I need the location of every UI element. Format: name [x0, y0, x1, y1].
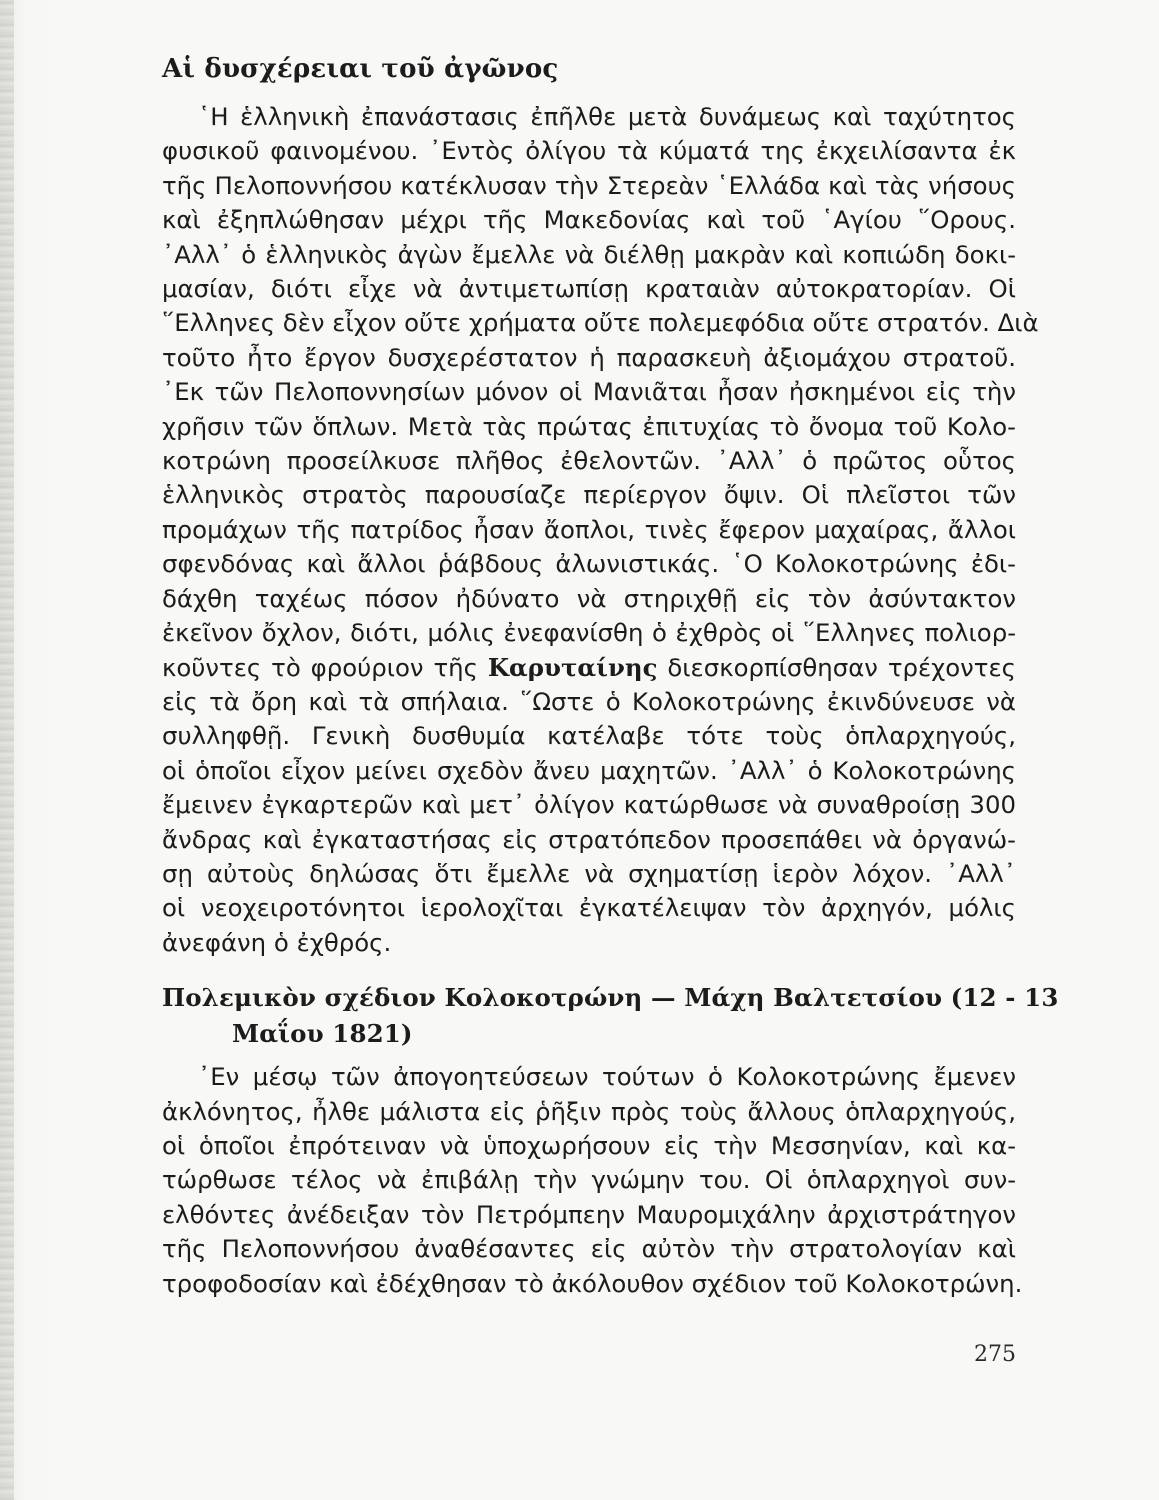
text-line: οἱ ὁποῖοι εἶχον μείνει σχεδὸν ἄνευ μαχητῶν. ᾿Αλλ᾿ ὁ Κολοκοτρώνης — [162, 755, 1016, 785]
text-fragment: διεσκορπίσθησαν τρέχοντες — [667, 652, 1016, 682]
text-line: χρῆσιν τῶν ὅπλων. Μετὰ τὰς πρώτας ἐπιτυχίας τὸ ὄνομα τοῦ Κολο- — [162, 411, 1016, 441]
text-line: ᾿Εν μέσῳ τῶν ἀπογοητεύσεων τούτων ὁ Κολοκοτρώνης ἔμενεν — [198, 1062, 1016, 1092]
text-line-with-bold — [162, 651, 1016, 685]
text-line: ἀκλόνητος, ἦλθε μάλιστα εἰς ῥῆξιν πρὸς τοὺς ἄλλους ὁπλαρχηγούς, — [162, 1096, 1016, 1126]
text-line: μασίαν, διότι εἶχε νὰ ἀντιμετωπίσῃ κραταιὰν αὐτοκρατορίαν. Οἱ — [162, 274, 1016, 304]
text-line: προμάχων τῆς πατρίδος ἦσαν ἄοπλοι, τινὲς ἔφερον μαχαίρας, ἄλλοι — [162, 514, 1016, 544]
text-line: τοῦτο ἦτο ἔργον δυσχερέστατον ἡ παρασκευὴ ἀξιομάχου στρατοῦ. — [162, 342, 1016, 372]
page-number: 275 — [974, 1342, 1016, 1367]
text-line: ἄνδρας καὶ ἐγκαταστήσας εἰς στρατόπεδον προσεπάθει νὰ ὀργανώ- — [162, 824, 1016, 854]
text-line: ἔμεινεν ἐγκαρτερῶν καὶ μετ᾿ ὀλίγον κατώρθωσε νὰ συναθροίσῃ 300 — [162, 790, 1016, 820]
text-fragment: κοῦντες τὸ φρούριον τῆς — [162, 652, 478, 682]
text-line: τῆς Πελοποννήσου κατέκλυσαν τὴν Στερεὰν ῾Ελλάδα καὶ τὰς νήσους — [162, 170, 1016, 200]
text-line: ἑλληνικὸς στρατὸς παρουσίαζε περίεργον ὄψιν. Οἱ πλεῖστοι τῶν — [162, 480, 1016, 510]
bold-place-name: Καρυταίνης — [487, 652, 658, 682]
text-line: δάχθη ταχέως πόσον ἠδύνατο νὰ στηριχθῇ εἰς τὸν ἀσύντακτον — [162, 583, 1016, 613]
text-line: τῆς Πελοποννήσου ἀναθέσαντες εἰς αὐτὸν τὴν στρατολογίαν καὶ — [162, 1234, 1016, 1264]
text-line: οἱ ὁποῖοι ἐπρότειναν νὰ ὑποχωρήσουν εἰς τὴν Μεσσηνίαν, καὶ κα- — [162, 1130, 1016, 1160]
text-line: ῞Ελληνες δὲν εἶχον οὔτε χρήματα οὔτε πολεμεφόδια οὔτε στρατόν. Διὰ — [162, 308, 1039, 338]
text-line: τροφοδοσίαν καὶ ἐδέχθησαν τὸ ἀκόλουθον σχέδιον τοῦ Κολοκοτρώνη. — [162, 1268, 1023, 1298]
text-line: οἱ νεοχειροτόνητοι ἱερολοχῖται ἐγκατέλειψαν τὸν ἀρχηγόν, μόλις — [162, 893, 1016, 923]
text-line: ελθόντες ἀνέδειξαν τὸν Πετρόμπεην Μαυρομιχάλην ἀρχιστράτηγον — [162, 1199, 1016, 1229]
section-heading-battle-plan — [162, 980, 1059, 1052]
text-line: κοτρώνη προσείλκυσε πλῆθος ἐθελοντῶν. ᾿Αλλ᾿ ὁ πρῶτος οὗτος — [162, 446, 1016, 476]
text-line: ῾Η ἑλληνικὴ ἐπανάστασις ἐπῆλθε μετὰ δυνάμεως καὶ ταχύτητος — [198, 102, 1016, 131]
text-line: φυσικοῦ φαινομένου. ᾿Εντὸς ὀλίγου τὰ κύματά της ἐκχειλίσαντα ἐκ — [162, 136, 1016, 166]
page-content — [162, 52, 1059, 1301]
book-spine-shadow — [0, 0, 14, 1500]
text-line: ἀνεφάνη ὁ ἐχθρός. — [162, 927, 392, 957]
heading-line: Πολεμικὸν σχέδιον Κολοκοτρώνη — Μάχη Βαλτετσίου (12 - 13 — [162, 983, 1059, 1013]
text-line: ᾿Αλλ᾿ ὁ ἑλληνικὸς ἀγὼν ἔμελλε νὰ διέλθῃ μακρὰν καὶ κοπιώδη δοκι- — [162, 239, 1016, 269]
heading-line: Μαΐου 1821) — [232, 1019, 413, 1049]
text-line: καὶ ἐξηπλώθησαν μέχρι τῆς Μακεδονίας καὶ τοῦ ῾Αγίου ῞Ορους. — [162, 205, 1016, 235]
text-line: ᾿Εκ τῶν Πελοποννησίων μόνον οἱ Μανιᾶται ἦσαν ἠσκημένοι εἰς τὴν — [162, 377, 1016, 407]
paragraph-battle-plan — [162, 1060, 1023, 1301]
text-line: σῃ αὐτοὺς δηλώσας ὅτι ἔμελλε νὰ σχηματίσῃ ἱερὸν λόχον. ᾿Αλλ᾿ — [162, 858, 1016, 888]
text-line: εἰς τὰ ὄρη καὶ τὰ σπήλαια. ῞Ωστε ὁ Κολοκοτρώνης ἐκινδύνευσε νὰ — [162, 686, 1016, 716]
section-heading-difficulties: Αἱ δυσχέρειαι τοῦ ἀγῶνος — [162, 54, 559, 84]
text-line: συλληφθῇ. Γενικὴ δυσθυμία κατέλαβε τότε τοὺς ὁπλαρχηγούς, — [162, 721, 1016, 751]
text-line: σφενδόνας καὶ ἄλλοι ῥάβδους ἀλωνιστικάς. ῾Ο Κολοκοτρώνης ἐδι- — [162, 549, 1016, 579]
text-line: τώρθωσε τέλος νὰ ἐπιβάλῃ τὴν γνώμην του. Οἱ ὁπλαρχηγοὶ συν- — [162, 1165, 1016, 1195]
text-line: ἐκεῖνον ὄχλον, διότι, μόλις ἐνεφανίσθη ὁ ἐχθρὸς οἱ ῞Ελληνες πολιορ- — [162, 618, 1016, 648]
paragraph-difficulties — [162, 100, 1039, 960]
